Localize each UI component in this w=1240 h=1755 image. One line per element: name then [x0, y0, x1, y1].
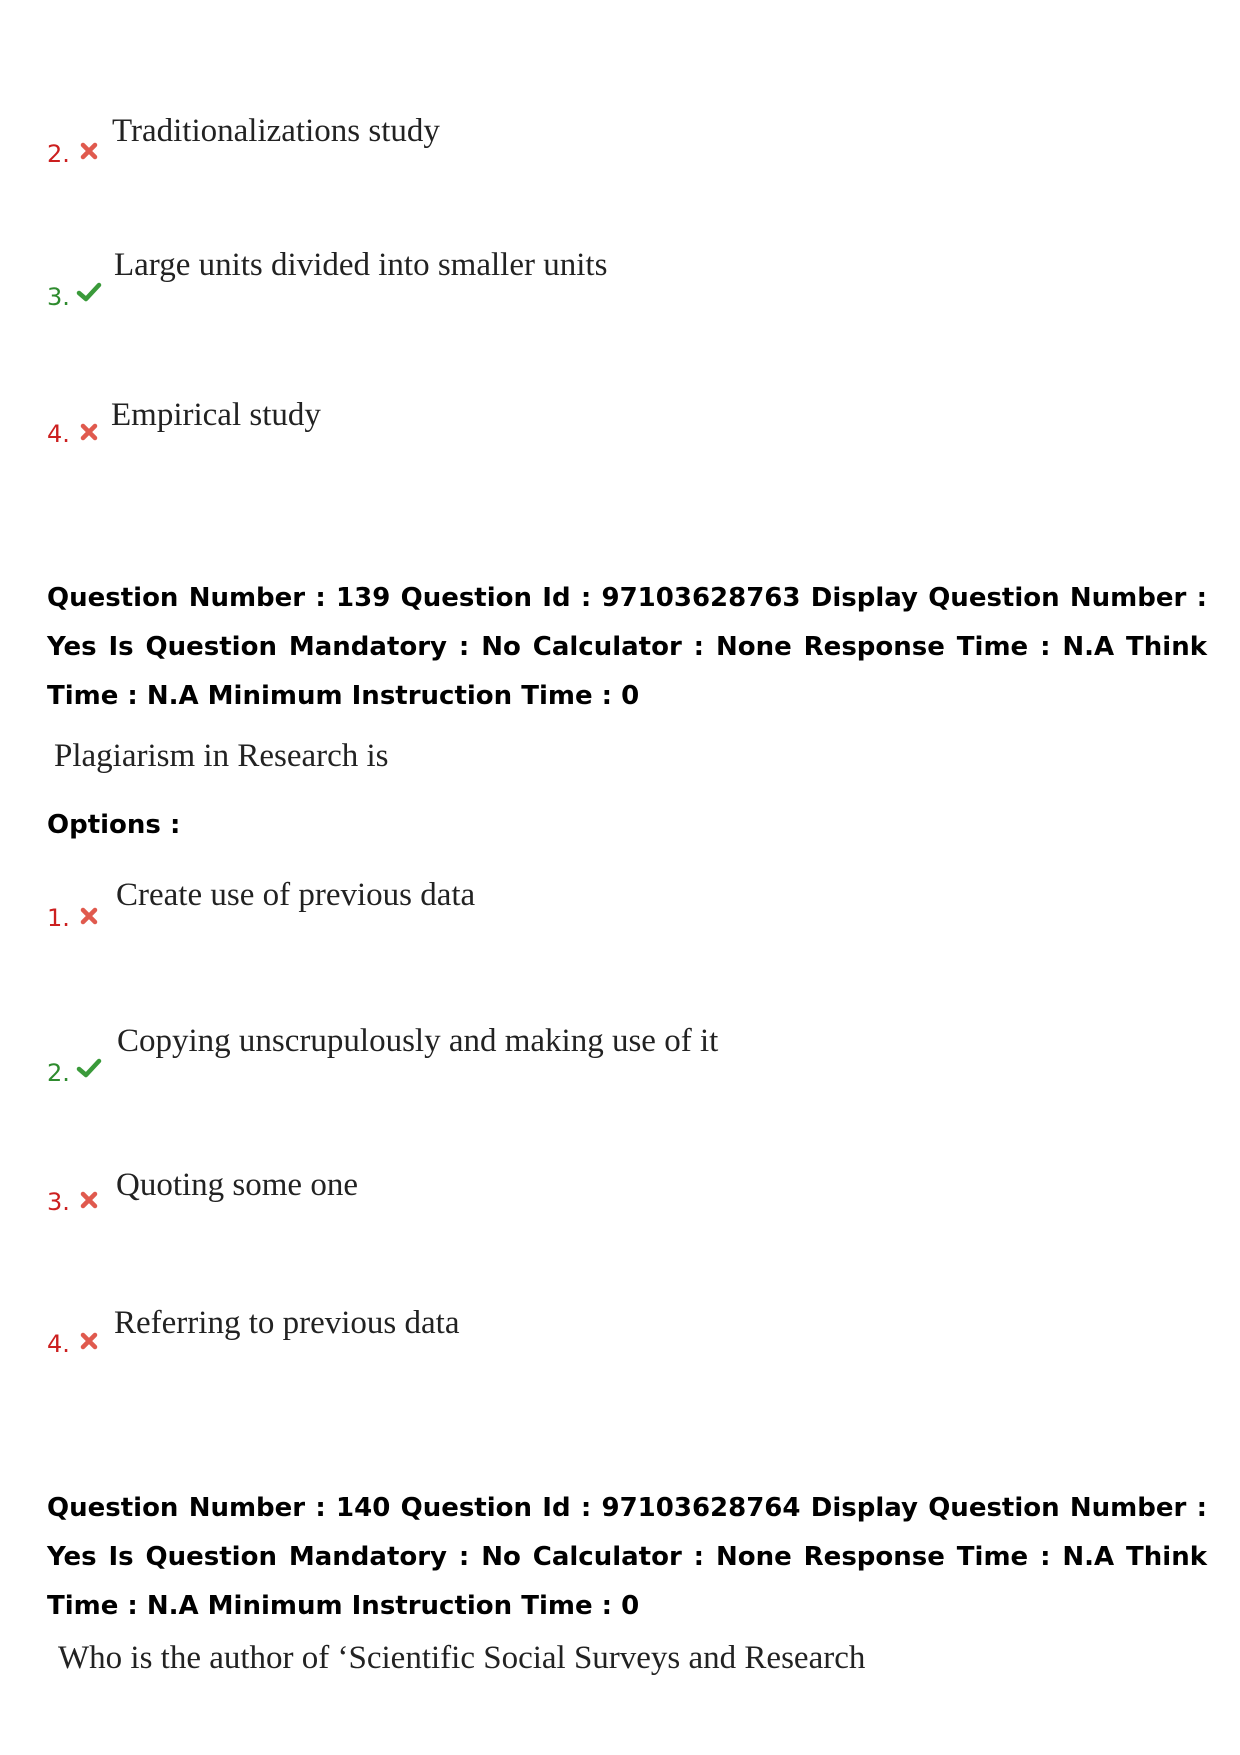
option-text: Referring to previous data — [114, 1305, 460, 1341]
cross-icon — [78, 1330, 100, 1352]
option-text: Quoting some one — [116, 1167, 358, 1203]
question-text: Who is the author of ‘Scientific Social Surveys and Research — [58, 1640, 866, 1676]
option-text: Large units divided into smaller units — [114, 247, 608, 283]
option-number: 4. — [47, 420, 70, 448]
cross-icon — [78, 421, 100, 443]
option-number: 1. — [47, 904, 70, 932]
check-icon — [76, 281, 102, 303]
cross-icon — [78, 140, 100, 162]
option-text: Traditionalizations study — [112, 113, 440, 149]
option-text: Empirical study — [111, 397, 321, 433]
question-meta: Question Number : 139 Question Id : 97103628763 Display Question Number : Yes Is Question Mandatory : No Calculator : None Response Time : N.A Think Time : N.A Minimum Instruction Time : 0 — [47, 583, 1207, 711]
cross-icon — [78, 1189, 100, 1211]
options-label: Options : — [47, 810, 181, 840]
cross-icon — [78, 905, 100, 927]
question-meta: Question Number : 140 Question Id : 97103628764 Display Question Number : Yes Is Question Mandatory : No Calculator : None Response Time : N.A Think Time : N.A Minimum Instruction Time : 0 — [47, 1493, 1207, 1621]
option-number: 2. — [47, 1059, 70, 1087]
option-text: Copying unscrupulously and making use of it — [117, 1023, 719, 1059]
option-number: 3. — [47, 283, 70, 311]
question-text: Plagiarism in Research is — [54, 738, 389, 774]
check-icon — [76, 1057, 102, 1079]
option-number: 2. — [47, 140, 70, 168]
option-text: Create use of previous data — [116, 877, 476, 913]
option-number: 3. — [47, 1188, 70, 1216]
option-number: 4. — [47, 1330, 70, 1358]
